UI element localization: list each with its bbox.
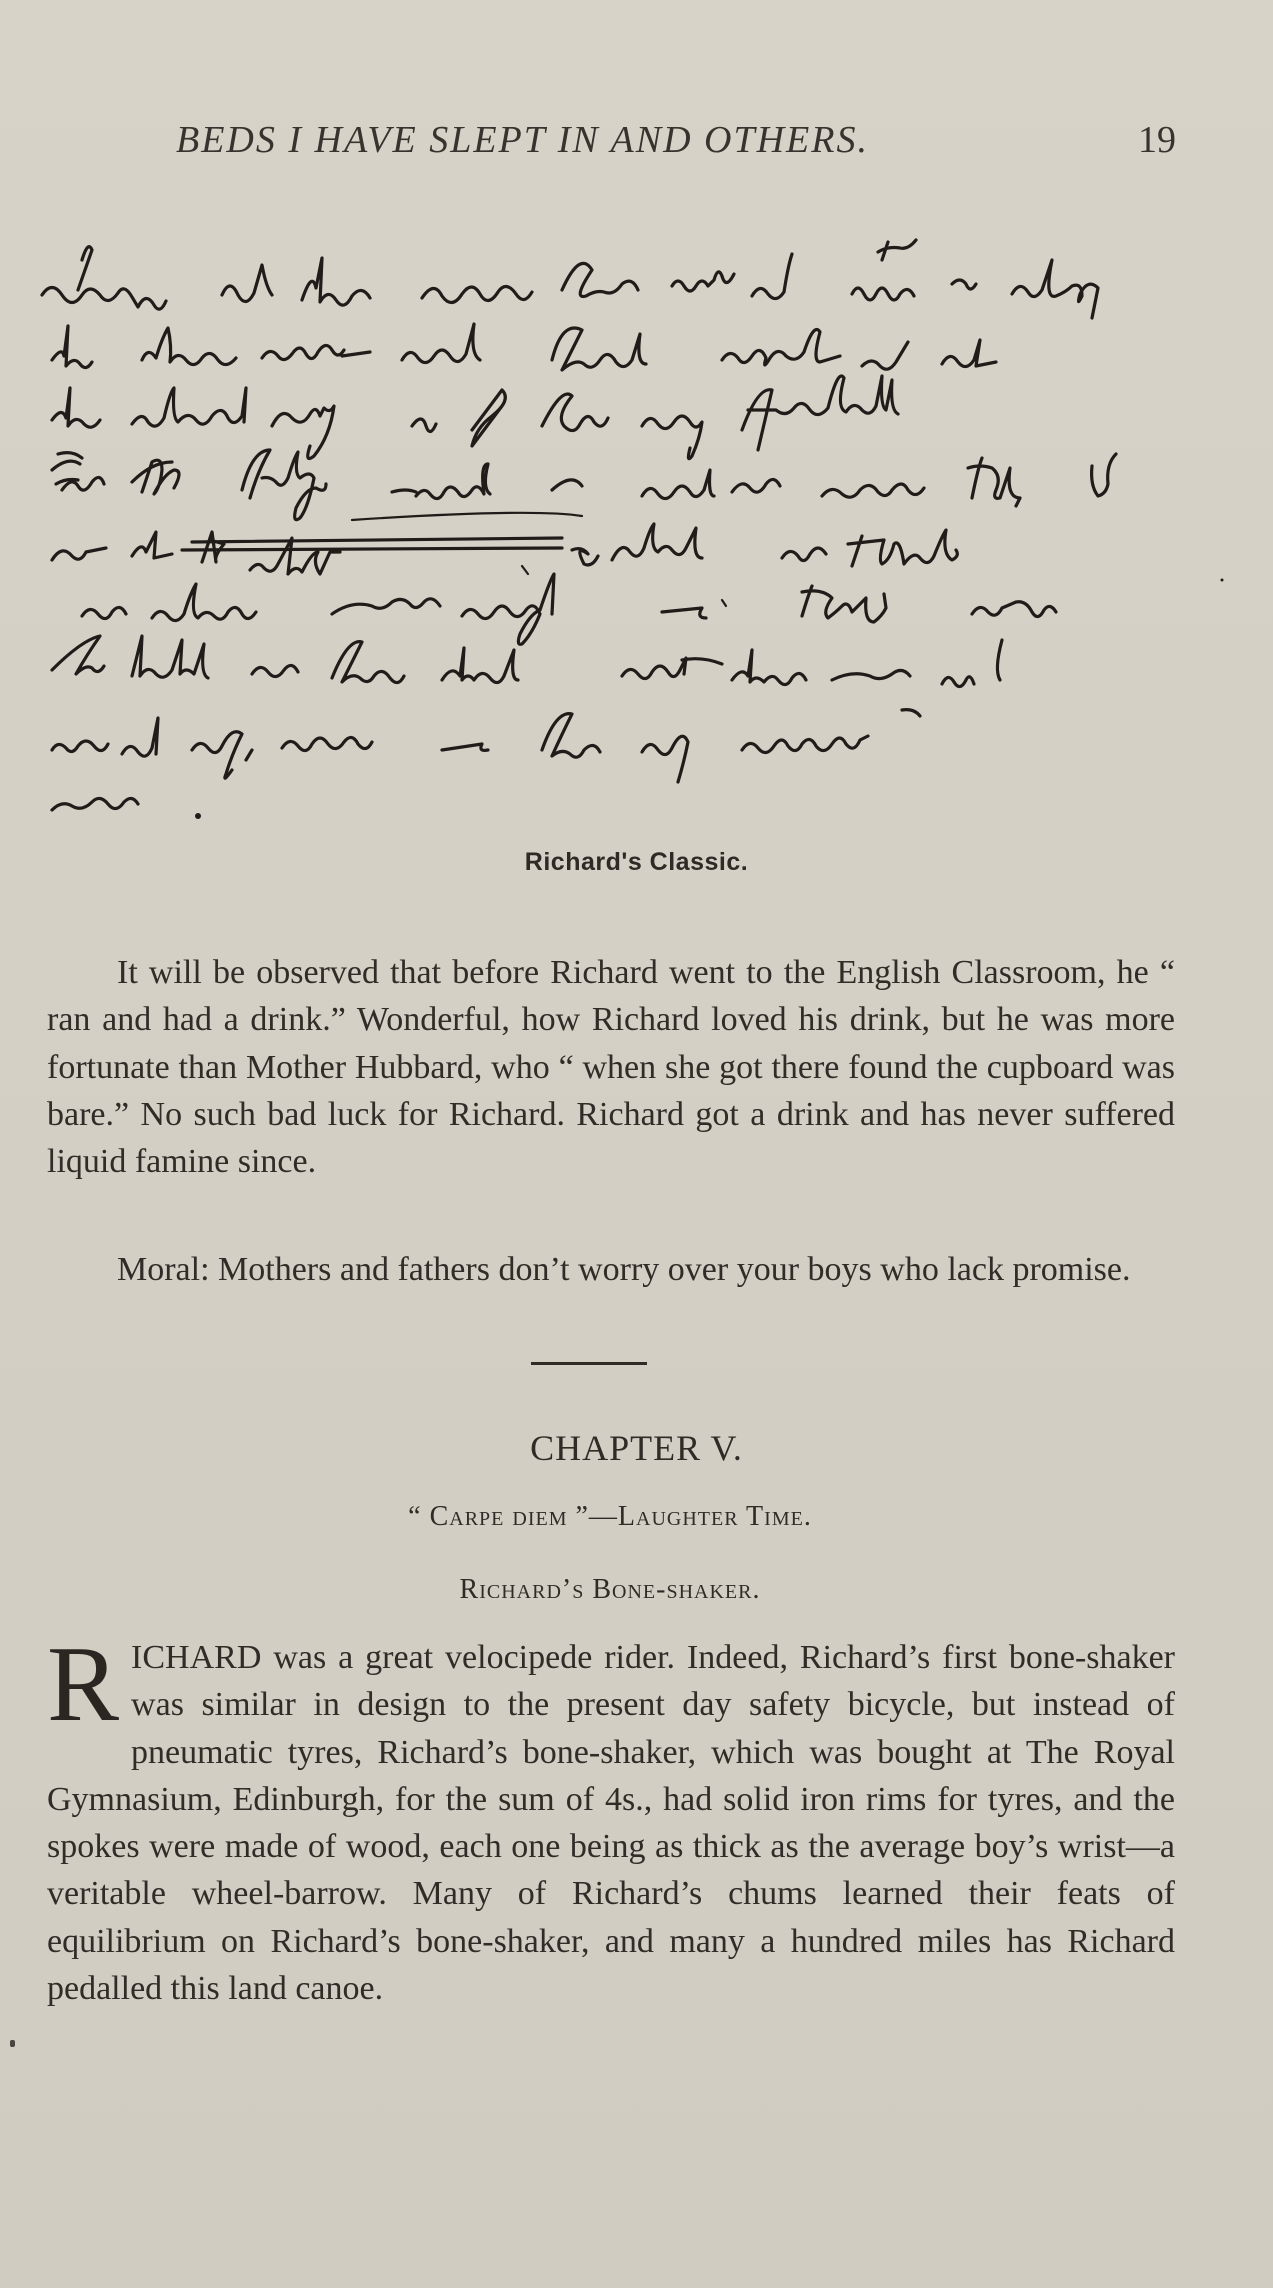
running-header (176, 118, 1176, 168)
chapter-opening-paragraph (47, 1625, 1175, 2054)
chapter-title: CHAPTER V. (530, 1428, 743, 1468)
chapter-paragraph-text: ICHARD was a great velocipede rider. Indeed, Richard’s first bone-shaker was similar in design to the present day safety bicycle, but instead of pneumatic tyres, Richard’s bone-shaker, which was bought at The Royal Gymnasium, Edinburgh, for the sum of 4s., had solid iron rims for tyres, and the spokes were made of wood, each one being as thick as the average boy’s wrist—a veritable wheel-barrow. Many of Richard’s chums learned their feats of equilibrium on Richard’s bone-shaker, and many a hundred miles has Richard pedalled this land canoe. (47, 1639, 1175, 2008)
drop-cap-letter: R (47, 1625, 120, 1744)
body-paragraph-1: It will be observed that before Richard went to the English Classroom, he “ ran and had a drink.” Wonderful, how Richard loved his drink, but he was more fortunate than Mother Hubbard, who “ when she got there found the cupboard was bare.” No such bad luck for Richard. Richard got a drink and has never suffered liquid famine since. (47, 954, 1175, 1181)
manuscript-caption: Richard's Classic. (524, 848, 749, 876)
section-divider-rule (531, 1362, 647, 1365)
section-title: Richard’s Bone-shaker. (459, 1574, 761, 1605)
handwriting-illustration (22, 220, 1232, 840)
body-paragraph-moral: Moral: Mothers and fathers don’t worry over your boys who lack promise. (117, 1251, 1131, 1288)
page-blemish (10, 2040, 15, 2047)
handwritten-manuscript-image (22, 220, 1232, 840)
chapter-subtitle: “ Carpe diem ”—Laughter Time. (408, 1501, 812, 1532)
page-number: 19 (1138, 119, 1176, 161)
running-title: BEDS I HAVE SLEPT IN AND OTHERS. (176, 119, 869, 161)
